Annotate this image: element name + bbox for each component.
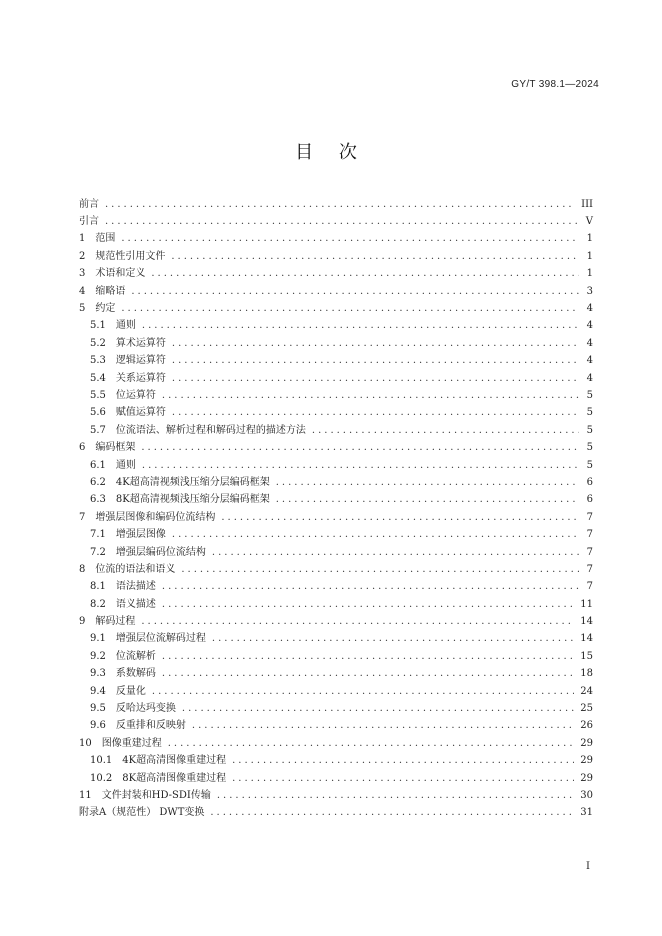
toc-entry[interactable] <box>79 422 593 439</box>
toc-leader-dots <box>172 356 579 366</box>
toc-entry-label: 图像重建过程 <box>101 737 162 749</box>
toc-entry[interactable] <box>79 439 593 456</box>
toc-entry-page: 7 <box>586 581 593 593</box>
toc-entry-number: 8.1 <box>90 581 106 593</box>
toc-entry-label: 增强层位流解码过程 <box>115 633 206 645</box>
toc-entry-label: 反重排和反映射 <box>115 720 186 732</box>
toc-entry-label: 逻辑运算符 <box>115 355 166 367</box>
toc-entry-page: 5 <box>586 407 593 419</box>
toc-entry-page: 15 <box>580 650 593 662</box>
toc-entry-page: III <box>581 198 593 210</box>
toc-entry-page: 6 <box>586 476 593 488</box>
toc-entry-label: 附录A（规范性） DWT变换 <box>79 807 205 819</box>
toc-entry-page: 7 <box>586 563 593 575</box>
toc-entry-label: 增强层图像 <box>115 529 166 541</box>
toc-entry[interactable] <box>79 700 593 717</box>
toc-entry-page: 29 <box>580 755 593 767</box>
toc-entry-label: 4K超高清图像重建过程 <box>122 755 227 767</box>
toc-entry-page: 14 <box>580 616 593 628</box>
toc-leader-dots <box>232 774 574 784</box>
toc-entry-label: 通则 <box>115 320 136 332</box>
toc-entry[interactable] <box>79 683 593 700</box>
toc-leader-dots <box>142 321 579 331</box>
toc-entry-number: 3 <box>79 268 86 280</box>
toc-entry[interactable] <box>79 648 593 665</box>
toc-entry-page: 7 <box>586 546 593 558</box>
toc-entry-number: 6.1 <box>90 459 106 471</box>
toc-entry[interactable] <box>79 300 593 317</box>
toc-leader-dots <box>172 374 579 384</box>
toc-entry[interactable] <box>79 579 593 596</box>
document-code: GY/T 398.1—2024 <box>511 79 599 90</box>
toc-entry-page: 26 <box>580 720 593 732</box>
toc-entry-number: 11 <box>79 789 92 801</box>
toc-entry-page: 1 <box>586 233 593 245</box>
toc-entry[interactable] <box>79 561 593 578</box>
toc-entry-number: 10.2 <box>90 772 113 784</box>
toc-entry[interactable] <box>79 666 593 683</box>
toc-entry-page: 5 <box>586 424 593 436</box>
toc-leader-dots <box>312 426 579 436</box>
toc-entry[interactable] <box>79 387 593 404</box>
toc-entry[interactable] <box>79 631 593 648</box>
toc-entry-label: 语义描述 <box>115 598 156 610</box>
toc-leader-dots <box>212 548 579 558</box>
toc-leader-dots <box>142 461 579 471</box>
toc-entry-label: 通则 <box>115 459 136 471</box>
toc-entry[interactable] <box>79 353 593 370</box>
toc-leader-dots <box>162 391 579 401</box>
toc-entry[interactable] <box>79 457 593 474</box>
toc-leader-dots <box>232 756 574 766</box>
toc-leader-dots <box>217 791 574 801</box>
toc-leader-dots <box>192 721 574 731</box>
toc-entry-number: 7 <box>79 511 86 523</box>
toc-entry-label: 术语和定义 <box>95 268 146 280</box>
toc-entry-label: 反量化 <box>115 685 146 697</box>
toc-entry-page: 1 <box>586 250 593 262</box>
toc-entry-number: 9.1 <box>90 633 106 645</box>
toc-entry[interactable] <box>79 196 593 213</box>
toc-entry[interactable] <box>79 492 593 509</box>
toc-entry-number: 4 <box>79 285 86 297</box>
toc-entry[interactable] <box>79 231 593 248</box>
toc-leader-dots <box>276 495 579 505</box>
toc-entry-number: 5 <box>79 303 86 315</box>
toc-leader-dots <box>172 408 579 418</box>
toc-entry-number: 9 <box>79 616 86 628</box>
toc-entry-label: 算术运算符 <box>115 337 166 349</box>
toc-leader-dots <box>131 287 579 297</box>
toc-entry-page: 5 <box>586 389 593 401</box>
toc-entry[interactable] <box>79 526 593 543</box>
toc-entry-page: 11 <box>580 598 593 610</box>
toc-entry-label: 位运算符 <box>115 389 156 401</box>
toc-leader-dots <box>105 217 579 227</box>
toc-entry-label: 系数解码 <box>115 668 156 680</box>
toc-entry-page: 5 <box>586 459 593 471</box>
toc-leader-dots <box>181 565 579 575</box>
toc-entry-page: 4 <box>586 320 593 332</box>
toc-entry-number: 9.2 <box>90 650 106 662</box>
toc-leader-dots <box>162 600 574 610</box>
toc-title: 目 次 <box>295 142 367 163</box>
toc-entry-number: 2 <box>79 250 86 262</box>
toc-entry[interactable] <box>79 718 593 735</box>
toc-entry-number: 9.4 <box>90 685 106 697</box>
toc-leader-dots <box>172 530 579 540</box>
toc-entry-number: 5.1 <box>90 320 106 332</box>
toc-entry[interactable] <box>79 474 593 491</box>
toc-leader-dots <box>152 687 574 697</box>
toc-entry[interactable] <box>79 266 593 283</box>
toc-leader-dots <box>276 478 579 488</box>
toc-leader-dots <box>168 739 575 749</box>
toc-entry[interactable] <box>79 335 593 352</box>
toc-leader-dots <box>172 339 579 349</box>
toc-entry-number: 5.7 <box>90 424 106 436</box>
toc-entry-label: 范围 <box>95 233 116 245</box>
toc-entry-number: 6.2 <box>90 476 106 488</box>
toc-leader-dots <box>121 304 579 314</box>
toc-entry-page: 5 <box>586 442 593 454</box>
toc-entry-page: 30 <box>580 789 593 801</box>
toc-entry-label: 规范性引用文件 <box>95 250 166 262</box>
toc-entry-label: 4K超高清视频浅压缩分层编码框架 <box>115 476 270 488</box>
toc-entry-page: 1 <box>586 268 593 280</box>
toc-entry[interactable] <box>79 613 593 630</box>
toc-entry[interactable] <box>79 405 593 422</box>
toc-entry-label: 位流语法、解析过程和解码过程的描述方法 <box>115 424 306 436</box>
toc-entry-label: 位流解析 <box>115 650 156 662</box>
toc-entry[interactable] <box>79 596 593 613</box>
toc-entry-number: 9.3 <box>90 668 106 680</box>
toc-entry-page: 25 <box>580 703 593 715</box>
toc-entry-number: 5.4 <box>90 372 106 384</box>
toc-entry-label: 关系运算符 <box>115 372 166 384</box>
toc-leader-dots <box>151 269 579 279</box>
toc-entry-label: 增强层图像和编码位流结构 <box>95 511 216 523</box>
toc-leader-dots <box>171 252 579 262</box>
toc-entry-label: 增强层编码位流结构 <box>115 546 206 558</box>
toc-entry[interactable] <box>79 753 593 770</box>
toc-entry-label: 前言 <box>79 198 99 210</box>
toc-entry-number: 10.1 <box>90 755 113 767</box>
table-of-contents <box>79 196 593 822</box>
toc-entry[interactable] <box>79 735 593 752</box>
toc-entry[interactable] <box>79 283 593 300</box>
toc-entry-label: 8K超高清图像重建过程 <box>122 772 227 784</box>
toc-entry-label: 引言 <box>79 216 99 228</box>
toc-leader-dots <box>121 234 579 244</box>
toc-leader-dots <box>221 513 579 523</box>
toc-entry-number: 10 <box>79 737 92 749</box>
toc-entry-number: 8.2 <box>90 598 106 610</box>
toc-entry-page: 4 <box>586 355 593 367</box>
toc-entry-page: 29 <box>580 737 593 749</box>
toc-entry-number: 7.1 <box>90 529 106 541</box>
toc-entry[interactable] <box>79 805 593 822</box>
toc-entry-page: 6 <box>586 494 593 506</box>
toc-entry-number: 5.3 <box>90 355 106 367</box>
toc-entry-page: 24 <box>580 685 593 697</box>
toc-entry-label: 解码过程 <box>95 616 136 628</box>
toc-entry-label: 反哈达玛变换 <box>115 703 176 715</box>
toc-entry-page: 4 <box>586 337 593 349</box>
toc-entry[interactable] <box>79 370 593 387</box>
toc-entry-number: 5.2 <box>90 337 106 349</box>
toc-entry[interactable] <box>79 770 593 787</box>
toc-entry-label: 缩略语 <box>95 285 126 297</box>
toc-entry-label: 8K超高清视频浅压缩分层编码框架 <box>115 494 270 506</box>
toc-entry-number: 5.5 <box>90 389 106 401</box>
toc-entry-number: 6.3 <box>90 494 106 506</box>
toc-entry-number: 9.5 <box>90 703 106 715</box>
toc-entry[interactable] <box>79 248 593 265</box>
toc-leader-dots <box>162 652 574 662</box>
toc-entry-page: 4 <box>586 372 593 384</box>
toc-entry-page: V <box>585 216 593 228</box>
toc-entry[interactable] <box>79 213 593 230</box>
page-number: I <box>586 861 590 872</box>
toc-entry[interactable] <box>79 318 593 335</box>
toc-entry-number: 9.6 <box>90 720 106 732</box>
toc-entry[interactable] <box>79 787 593 804</box>
toc-entry-label: 位流的语法和语义 <box>95 563 176 575</box>
toc-entry-page: 29 <box>580 772 593 784</box>
toc-entry-page: 4 <box>586 303 593 315</box>
toc-entry-label: 赋值运算符 <box>115 407 166 419</box>
toc-entry-label: 约定 <box>95 303 116 315</box>
toc-entry-label: 语法描述 <box>115 581 156 593</box>
toc-entry[interactable] <box>79 544 593 561</box>
toc-leader-dots <box>141 443 579 453</box>
toc-entry-page: 7 <box>586 529 593 541</box>
toc-entry-label: 编码框架 <box>95 442 136 454</box>
toc-entry-label: 文件封装和HD-SDI传输 <box>101 789 211 801</box>
toc-leader-dots <box>141 617 574 627</box>
toc-entry-number: 5.6 <box>90 407 106 419</box>
toc-leader-dots <box>105 200 575 210</box>
toc-leader-dots <box>162 669 574 679</box>
toc-leader-dots <box>210 808 574 818</box>
toc-entry-number: 7.2 <box>90 546 106 558</box>
toc-entry-page: 7 <box>586 511 593 523</box>
toc-leader-dots <box>212 634 574 644</box>
toc-entry-page: 3 <box>586 285 593 297</box>
toc-entry-number: 1 <box>79 233 86 245</box>
toc-entry[interactable] <box>79 509 593 526</box>
toc-leader-dots <box>182 704 574 714</box>
toc-entry-number: 6 <box>79 442 86 454</box>
toc-entry-page: 31 <box>580 807 593 819</box>
toc-entry-page: 18 <box>580 668 593 680</box>
toc-entry-page: 14 <box>580 633 593 645</box>
toc-leader-dots <box>162 582 579 592</box>
toc-entry-number: 8 <box>79 563 86 575</box>
